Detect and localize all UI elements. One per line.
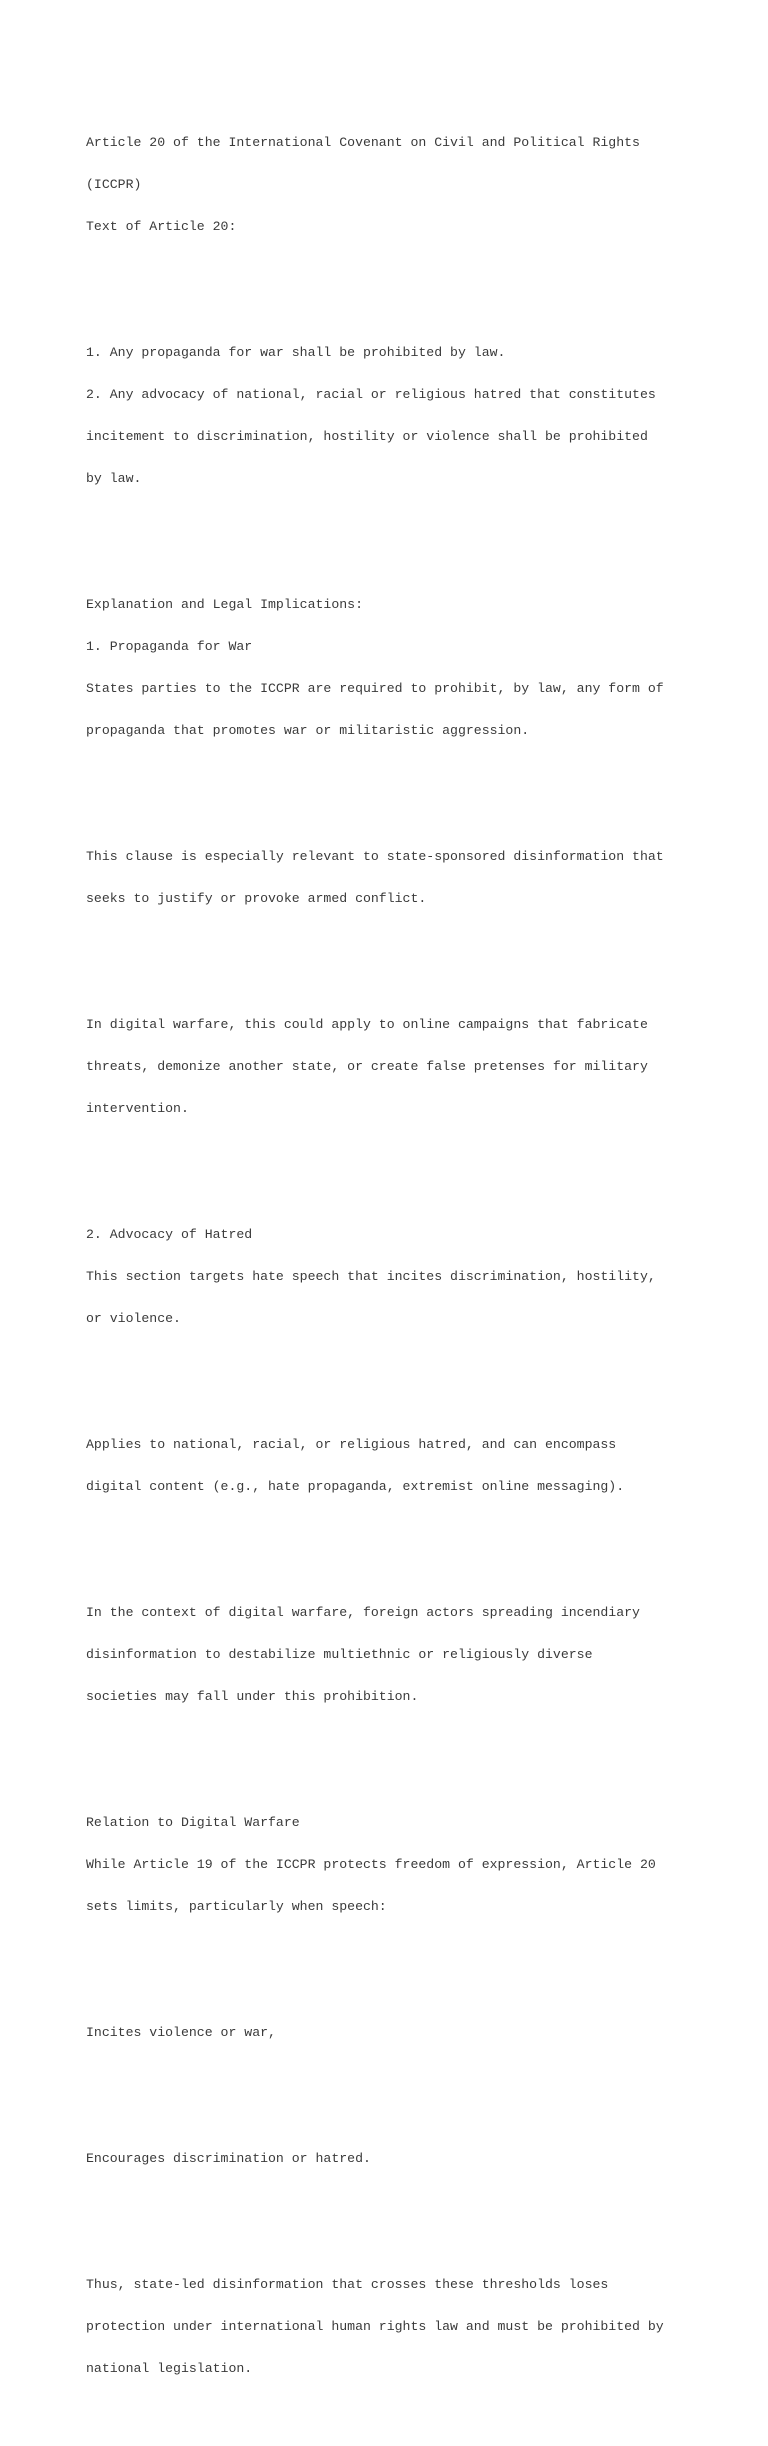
paragraph-line: Incites violence or war, — [86, 2025, 276, 2040]
paragraph-line: In digital warfare, this could apply to online campaigns that fabricate — [86, 1017, 648, 1032]
paragraph-line: seeks to justify or provoke armed conflict. — [86, 891, 427, 906]
limit-item-2 — [86, 2124, 706, 2194]
paragraph-line: States parties to the ICCPR are required to prohibit, by law, any form of — [86, 681, 664, 696]
article-clause-1: 1. Any propaganda for war shall be prohibited by law. — [86, 345, 506, 360]
explanation-propaganda — [86, 570, 706, 766]
applies-to — [86, 1410, 706, 1522]
conclusion — [86, 2250, 706, 2404]
subsection-heading: 2. Advocacy of Hatred — [86, 1227, 253, 1242]
digital-warfare-application — [86, 990, 706, 1144]
paragraph-line: threats, demonize another state, or create false pretenses for military — [86, 1059, 648, 1074]
section-heading: Relation to Digital Warfare — [86, 1815, 300, 1830]
paragraph-line: protection under international human rights law and must be prohibited by — [86, 2319, 664, 2334]
limit-item-1 — [86, 1998, 706, 2068]
advocacy-of-hatred — [86, 1200, 706, 1354]
context-digital-warfare — [86, 1578, 706, 1732]
clause-relevance — [86, 822, 706, 934]
paragraph-line: While Article 19 of the ICCPR protects freedom of expression, Article 20 — [86, 1857, 656, 1872]
article-clause-2: 2. Any advocacy of national, racial or religious hatred that constitutes — [86, 387, 656, 402]
paragraph-line: In the context of digital warfare, foreign actors spreading incendiary — [86, 1605, 640, 1620]
paragraph-line: sets limits, particularly when speech: — [86, 1899, 387, 1914]
document-page — [86, 66, 706, 2446]
document-title-abbrev: (ICCPR) — [86, 177, 142, 192]
paragraph-line: Encourages discrimination or hatred. — [86, 2151, 371, 2166]
paragraph-line: societies may fall under this prohibition. — [86, 1689, 419, 1704]
paragraph-line: propaganda that promotes war or militaristic aggression. — [86, 723, 530, 738]
section-heading: Explanation and Legal Implications: — [86, 597, 363, 612]
document-title: Article 20 of the International Covenant on Civil and Political Rights — [86, 135, 640, 150]
article-text — [86, 318, 706, 514]
subsection-heading: 1. Propaganda for War — [86, 639, 253, 654]
relation-to-digital-warfare — [86, 1788, 706, 1942]
article-text-heading: Text of Article 20: — [86, 219, 237, 234]
article-clause-2-cont: incitement to discrimination, hostility or violence shall be prohibited — [86, 429, 648, 444]
paragraph-line: This section targets hate speech that incites discrimination, hostility, — [86, 1269, 656, 1284]
paragraph-line: digital content (e.g., hate propaganda, extremist online messaging). — [86, 1479, 625, 1494]
paragraph-line: or violence. — [86, 1311, 181, 1326]
paragraph-line: Applies to national, racial, or religious hatred, and can encompass — [86, 1437, 617, 1452]
paragraph-line: national legislation. — [86, 2361, 253, 2376]
paragraph-line: disinformation to destabilize multiethnic or religiously diverse — [86, 1647, 593, 1662]
title-block — [86, 108, 706, 262]
article-clause-2-cont: by law. — [86, 471, 142, 486]
paragraph-line: This clause is especially relevant to state-sponsored disinformation that — [86, 849, 664, 864]
paragraph-line: Thus, state-led disinformation that crosses these thresholds loses — [86, 2277, 609, 2292]
paragraph-line: intervention. — [86, 1101, 189, 1116]
